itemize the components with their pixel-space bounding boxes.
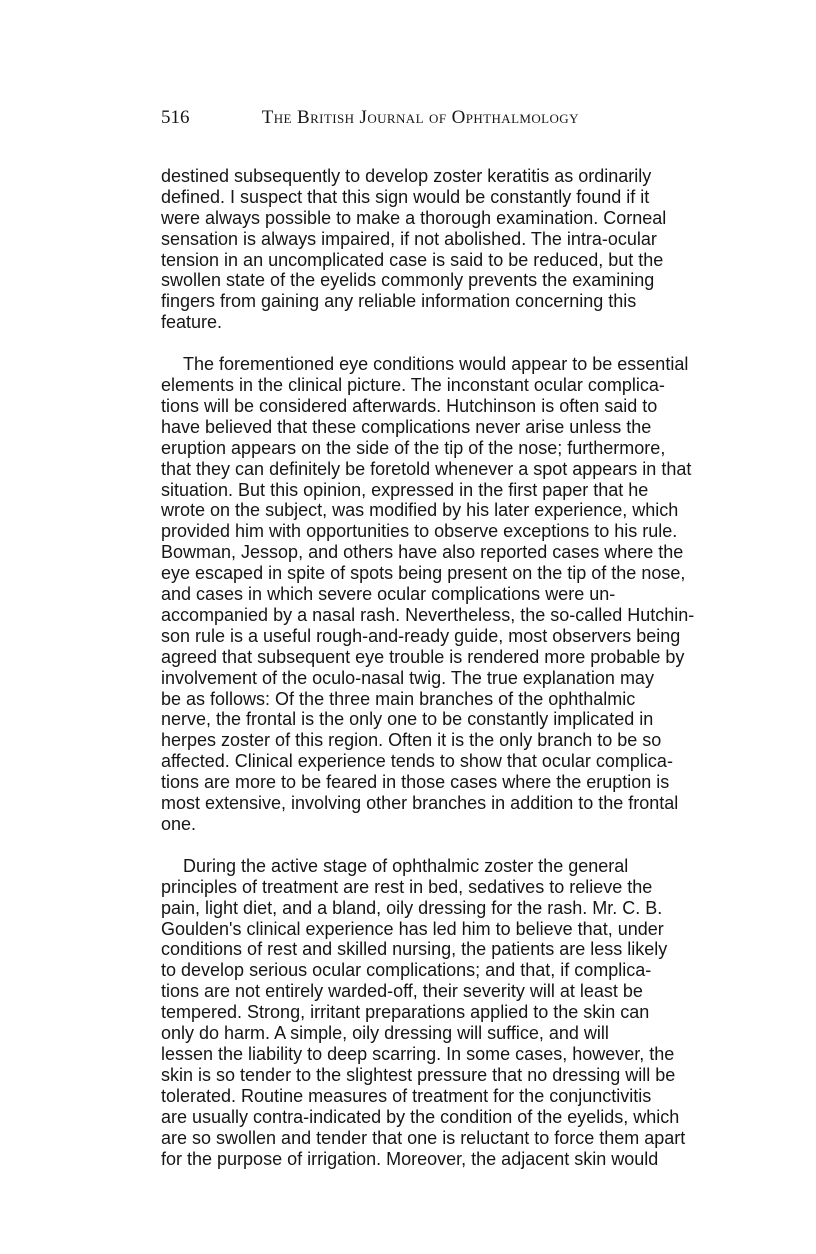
page — [161, 103, 730, 1190]
paragraph: The forementioned eye conditions would appear to be essential elements in the clinical picture. The inconstant ocular complica- tions will be considered afterwards. Hutchinson is often said to have believed that these complications never arise unless the eruption appears on the side of the tip of the nose; furthermore, that they can definitely be foretold whenever a spot appears in that situation. But this opinion, expressed in the first paper that he wrote on the subject, was modified by his later experience, which provided him with opportunities to observe exceptions to his rule. Bowman, Jessop, and others have also reported cases where the eye escaped in spite of spots being present on the tip of the nose, and cases in which severe ocular complications were un- accompanied by a nasal rash. Nevertheless, the so-called Hutchin- son rule is a useful rough-and-ready guide, most observers being agreed that subsequent eye trouble is rendered more probable by involvement of the oculo-nasal twig. The true explanation may be as follows: Of the three main branches of the ophthalmic nerve, the frontal is the only one to be constantly implicated in herpes zoster of this region. Often it is the only branch to be so affected. Clinical experience tends to show that ocular complica- tions are more to be feared in those cases where the eruption is most extensive, involving other branches in addition to the frontal one. — [161, 354, 695, 834]
running-head — [161, 103, 730, 137]
page-number: 516 — [161, 107, 190, 128]
journal-title: The British Journal of Ophthalmology — [261, 107, 579, 128]
paragraph: destined subsequently to develop zoster keratitis as ordinarily defined. I suspect that this sign would be constantly found if it were always possible to make a thorough examination. Corneal sensation is always impaired, if not abolished. The intra-ocular tension in an uncomplicated case is said to be reduced, but the swollen state of the eyelids commonly prevents the examining fingers from gaining any reliable information concerning this feature. — [161, 165, 667, 333]
article-body — [161, 145, 730, 1190]
paragraph: During the active stage of ophthalmic zoster the general principles of treatment are rest in bed, sedatives to relieve the pain, light diet, and a bland, oily dressing for the rash. Mr. C. B. Goulden's clinical experience has led him to believe that, under conditions of rest and skilled nursing, the patients are less likely to develop serious ocular complications; and that, if complica- tions are not entirely warded-off, their severity will at least be tempered. Strong, irritant preparations applied to the skin can only do harm. A simple, oily dressing will suffice, and will lessen the liability to deep scarring. In some cases, however, the skin is so tender to the slightest pressure that no dressing will be tolerated. Routine measures of treatment for the conjunctivitis are usually contra-indicated by the condition of the eyelids, which are so swollen and tender that one is reluctant to force them apart for the purpose of irrigation. Moreover, the adjacent skin would — [161, 855, 686, 1169]
